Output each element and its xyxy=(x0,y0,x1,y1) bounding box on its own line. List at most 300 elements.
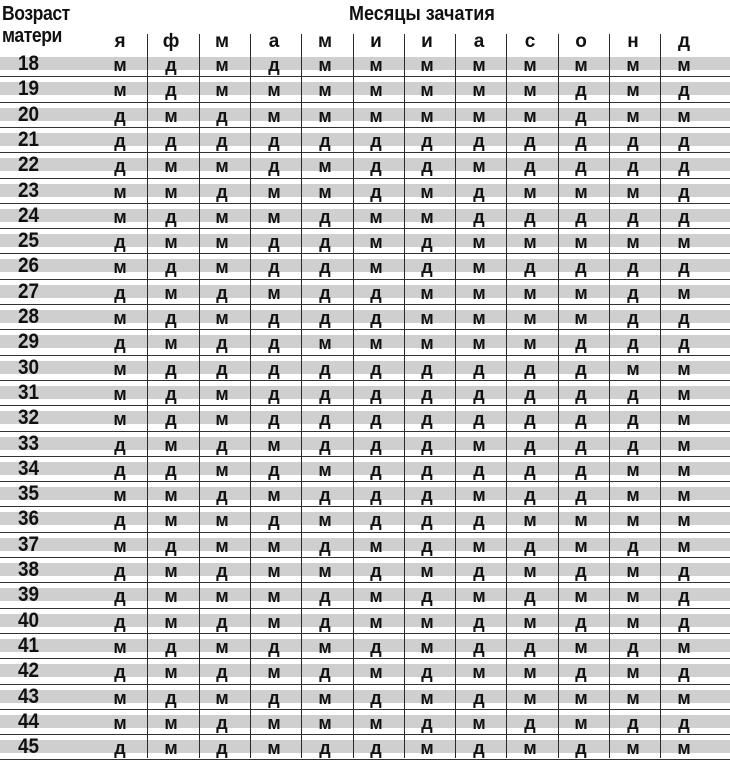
gender-cell: д xyxy=(524,257,536,278)
gender-cell: м xyxy=(164,434,178,455)
gender-cell: м xyxy=(369,80,383,101)
gender-cell: м xyxy=(318,80,332,101)
row-divider xyxy=(0,557,730,558)
month-header-cell: а xyxy=(268,31,280,52)
gender-cell: м xyxy=(215,636,229,657)
gender-cell: м xyxy=(164,662,178,683)
gender-cell: д xyxy=(627,434,639,455)
mother-age: 34 xyxy=(18,456,40,480)
gender-cell: м xyxy=(164,561,178,581)
gender-cell: м xyxy=(113,409,127,430)
row-divider xyxy=(0,355,730,356)
gender-cell: д xyxy=(678,712,690,733)
gender-cell: м xyxy=(113,485,127,506)
gender-cell: д xyxy=(421,358,433,379)
gender-cell: м xyxy=(267,712,281,733)
gender-cell: м xyxy=(113,358,127,379)
gender-cell: м xyxy=(472,712,486,733)
gender-cell: м xyxy=(113,712,127,733)
gender-cell: д xyxy=(370,282,382,303)
gender-cell: м xyxy=(318,459,332,480)
row-divider xyxy=(0,633,730,634)
gender-cell: д xyxy=(165,383,177,404)
gender-cell: д xyxy=(114,561,126,581)
gender-cell: д xyxy=(216,282,228,303)
mother-age: 25 xyxy=(18,229,40,253)
mother-age: 30 xyxy=(18,355,40,379)
gender-cell: м xyxy=(472,535,486,556)
gender-cell: м xyxy=(318,181,332,202)
gender-cell: м xyxy=(420,181,434,202)
gender-cell: м xyxy=(215,156,229,177)
gender-cell: м xyxy=(472,55,486,75)
gender-cell: д xyxy=(114,738,126,759)
gender-cell: д xyxy=(678,611,690,632)
gender-cell: м xyxy=(626,510,640,531)
gender-cell: м xyxy=(215,232,229,253)
gender-cell: д xyxy=(319,409,331,430)
gender-cell: д xyxy=(678,206,690,227)
gender-cell: д xyxy=(473,561,485,581)
gender-cell: д xyxy=(678,308,690,328)
gender-cell: д xyxy=(319,738,331,759)
row-divider xyxy=(0,405,730,406)
gender-cell: м xyxy=(626,687,640,708)
row-divider xyxy=(0,608,730,609)
gender-cell: м xyxy=(472,586,486,607)
mother-age: 23 xyxy=(18,178,40,202)
gender-cell: д xyxy=(421,459,433,480)
gender-cell: м xyxy=(164,712,178,733)
age-header-line1: Возраст xyxy=(2,3,70,25)
gender-cell: м xyxy=(215,308,229,328)
gender-cell: м xyxy=(626,55,640,75)
gender-cell: м xyxy=(215,206,229,227)
mother-age: 38 xyxy=(18,558,40,581)
gender-cell: д xyxy=(165,409,177,430)
gender-cell: д xyxy=(473,459,485,480)
gender-cell: д xyxy=(165,636,177,657)
gender-cell: д xyxy=(627,712,639,733)
gender-cell: м xyxy=(113,206,127,227)
gender-cell: м xyxy=(267,662,281,683)
month-header-cell: я xyxy=(114,31,126,52)
gender-cell: м xyxy=(420,105,434,126)
gender-cell: м xyxy=(677,409,691,430)
gender-cell: м xyxy=(113,257,127,278)
gender-cell: м xyxy=(677,459,691,480)
mother-age: 33 xyxy=(18,431,40,455)
gender-cell: д xyxy=(421,156,433,177)
gender-cell: д xyxy=(627,156,639,177)
gender-cell: м xyxy=(523,611,537,632)
month-header-cell: м xyxy=(317,31,333,52)
gender-cell: м xyxy=(318,333,332,354)
row-divider xyxy=(0,709,730,710)
gender-cell: д xyxy=(627,206,639,227)
gender-cell: м xyxy=(626,80,640,101)
row-divider xyxy=(0,380,730,381)
gender-cell: д xyxy=(678,80,690,101)
row-divider xyxy=(0,431,730,432)
gender-cell: м xyxy=(677,485,691,506)
gender-cell: д xyxy=(575,105,587,126)
mother-age: 19 xyxy=(18,77,40,101)
gender-cell: д xyxy=(421,535,433,556)
months-header: Месяцы зачатия xyxy=(349,3,495,25)
mother-age: 43 xyxy=(18,684,40,708)
gender-cell: д xyxy=(114,130,126,151)
mother-age: 40 xyxy=(18,608,40,632)
gender-cell: м xyxy=(369,55,383,75)
gender-cell: м xyxy=(472,308,486,328)
month-header-cell: и xyxy=(421,31,433,52)
gender-cell: д xyxy=(370,181,382,202)
gender-cell: м xyxy=(523,80,537,101)
gender-cell: м xyxy=(215,535,229,556)
month-header-cell: ф xyxy=(162,31,180,52)
gender-cell: м xyxy=(574,510,588,531)
gender-cell: м xyxy=(267,586,281,607)
gender-cell: д xyxy=(268,308,280,328)
gender-cell: м xyxy=(164,485,178,506)
gender-cell: д xyxy=(114,662,126,683)
gender-cell: м xyxy=(574,232,588,253)
row-divider xyxy=(0,456,730,457)
gender-cell: м xyxy=(369,611,383,632)
gender-cell: м xyxy=(472,333,486,354)
gender-cell: д xyxy=(678,257,690,278)
gender-cell: д xyxy=(114,282,126,303)
gender-cell: м xyxy=(267,105,281,126)
gender-cell: м xyxy=(472,156,486,177)
mother-age: 37 xyxy=(18,532,40,556)
gender-cell: м xyxy=(369,257,383,278)
gender-cell: м xyxy=(369,586,383,607)
gender-cell: д xyxy=(216,561,228,581)
gender-cell: д xyxy=(473,738,485,759)
gender-cell: м xyxy=(113,636,127,657)
gender-cell: д xyxy=(627,636,639,657)
gender-cell: м xyxy=(523,308,537,328)
gender-cell: д xyxy=(524,485,536,506)
gender-cell: м xyxy=(369,662,383,683)
gender-cell: д xyxy=(216,130,228,151)
gender-cell: д xyxy=(370,738,382,759)
gender-cell: д xyxy=(678,561,690,581)
month-header-cell: н xyxy=(627,31,639,52)
gender-cell: д xyxy=(678,586,690,607)
gender-cell: м xyxy=(472,662,486,683)
gender-cell: д xyxy=(421,485,433,506)
mother-age: 24 xyxy=(18,203,40,227)
gender-cell: д xyxy=(473,611,485,632)
gender-cell: м xyxy=(318,105,332,126)
gender-cell: м xyxy=(369,535,383,556)
gender-cell: м xyxy=(472,232,486,253)
gender-cell: м xyxy=(318,561,332,581)
gender-cell: м xyxy=(574,636,588,657)
gender-cell: м xyxy=(626,485,640,506)
gender-cell: д xyxy=(575,485,587,506)
gender-cell: д xyxy=(165,130,177,151)
row-divider xyxy=(0,532,730,533)
row-divider xyxy=(0,178,730,179)
mother-age: 31 xyxy=(18,380,40,404)
gender-cell: м xyxy=(523,687,537,708)
gender-cell: м xyxy=(369,333,383,354)
gender-cell: д xyxy=(575,434,587,455)
row-divider xyxy=(0,228,730,229)
gender-cell: д xyxy=(114,105,126,126)
gender-cell: д xyxy=(524,434,536,455)
gender-cell: д xyxy=(216,434,228,455)
gender-cell: м xyxy=(267,282,281,303)
gender-cell: д xyxy=(575,383,587,404)
mother-age: 44 xyxy=(18,709,40,733)
gender-cell: м xyxy=(420,206,434,227)
gender-cell: м xyxy=(164,510,178,531)
row-divider xyxy=(0,203,730,204)
row-divider xyxy=(0,582,730,583)
gender-cell: м xyxy=(523,181,537,202)
gender-cell: м xyxy=(626,611,640,632)
gender-cell: д xyxy=(319,434,331,455)
gender-cell: м xyxy=(267,206,281,227)
gender-cell: д xyxy=(216,358,228,379)
gender-cell: д xyxy=(575,358,587,379)
gender-cell: д xyxy=(268,409,280,430)
gender-cell: м xyxy=(626,181,640,202)
gender-cell: м xyxy=(523,510,537,531)
gender-cell: м xyxy=(472,257,486,278)
gender-cell: д xyxy=(627,409,639,430)
gender-cell: м xyxy=(215,383,229,404)
gender-cell: д xyxy=(575,409,587,430)
gender-cell: м xyxy=(626,662,640,683)
gender-cell: м xyxy=(523,561,537,581)
gender-cell: м xyxy=(574,282,588,303)
gender-cell: д xyxy=(114,459,126,480)
gender-cell: д xyxy=(319,535,331,556)
gender-cell: м xyxy=(472,282,486,303)
gender-cell: м xyxy=(677,687,691,708)
gender-cell: д xyxy=(216,181,228,202)
mother-age: 18 xyxy=(18,52,40,75)
mother-age: 20 xyxy=(18,102,40,126)
gender-cell: д xyxy=(524,409,536,430)
gender-cell: д xyxy=(524,636,536,657)
gender-cell: д xyxy=(678,662,690,683)
row-divider xyxy=(0,152,730,153)
gender-cell: м xyxy=(574,55,588,75)
gender-cell: м xyxy=(420,561,434,581)
gender-cell: м xyxy=(267,434,281,455)
gender-cell: д xyxy=(627,130,639,151)
gender-cell: д xyxy=(473,409,485,430)
gender-cell: д xyxy=(216,485,228,506)
gender-cell: д xyxy=(524,156,536,177)
gender-cell: д xyxy=(575,257,587,278)
gender-cell: д xyxy=(319,611,331,632)
gender-cell: м xyxy=(677,535,691,556)
gender-cell: м xyxy=(574,308,588,328)
gender-cell: м xyxy=(523,282,537,303)
gender-cell: д xyxy=(114,586,126,607)
gender-cell: м xyxy=(420,687,434,708)
month-header-cell: о xyxy=(575,31,587,52)
gender-cell: д xyxy=(524,712,536,733)
gender-cell: м xyxy=(420,611,434,632)
gender-cell: м xyxy=(420,282,434,303)
gender-cell: м xyxy=(113,55,127,75)
gender-cell: д xyxy=(524,358,536,379)
month-header-cell: с xyxy=(524,31,536,52)
gender-cell: м xyxy=(164,611,178,632)
gender-cell: д xyxy=(370,308,382,328)
gender-cell: м xyxy=(215,409,229,430)
row-divider xyxy=(0,102,730,103)
mother-age: 41 xyxy=(18,633,40,657)
gender-cell: м xyxy=(369,712,383,733)
gender-cell: д xyxy=(165,358,177,379)
gender-cell: м xyxy=(215,586,229,607)
gender-cell: м xyxy=(369,232,383,253)
gender-cell: д xyxy=(370,358,382,379)
gender-cell: д xyxy=(165,459,177,480)
gender-cell: д xyxy=(319,206,331,227)
mother-age: 36 xyxy=(18,507,40,531)
gender-cell: м xyxy=(318,712,332,733)
gender-cell: д xyxy=(319,232,331,253)
gender-cell: д xyxy=(421,257,433,278)
gender-cell: м xyxy=(677,358,691,379)
gender-cell: д xyxy=(319,308,331,328)
month-header-cell: а xyxy=(473,31,485,52)
gender-cell: м xyxy=(677,510,691,531)
month-header-cell: м xyxy=(214,31,230,52)
gender-cell: д xyxy=(114,434,126,455)
gender-cell: м xyxy=(164,232,178,253)
gender-cell: м xyxy=(523,105,537,126)
gender-cell: д xyxy=(319,662,331,683)
gender-cell: м xyxy=(369,105,383,126)
gender-cell: м xyxy=(369,206,383,227)
mother-age: 28 xyxy=(18,305,40,328)
gender-cell: д xyxy=(216,611,228,632)
gender-cell: д xyxy=(575,206,587,227)
gender-cell: д xyxy=(165,308,177,328)
gender-cell: д xyxy=(268,156,280,177)
gender-cell: м xyxy=(574,535,588,556)
gender-cell: м xyxy=(113,80,127,101)
gender-cell: м xyxy=(267,561,281,581)
gender-cell: д xyxy=(370,561,382,581)
mother-age: 29 xyxy=(18,330,40,354)
gender-cell: м xyxy=(523,333,537,354)
gender-cell: м xyxy=(215,257,229,278)
gender-cell: м xyxy=(420,80,434,101)
mother-age: 22 xyxy=(18,153,40,177)
gender-cell: д xyxy=(370,409,382,430)
gender-cell: д xyxy=(370,130,382,151)
gender-cell: м xyxy=(318,156,332,177)
gender-cell: м xyxy=(113,687,127,708)
row-divider xyxy=(0,684,730,685)
gender-cell: м xyxy=(164,105,178,126)
row-divider xyxy=(0,329,730,330)
gender-cell: м xyxy=(677,434,691,455)
gender-cell: д xyxy=(370,687,382,708)
mother-age: 21 xyxy=(18,127,40,151)
gender-cell: м xyxy=(677,738,691,759)
gender-cell: д xyxy=(421,662,433,683)
month-header-cell: и xyxy=(370,31,382,52)
gender-cell: д xyxy=(473,181,485,202)
gender-cell: д xyxy=(268,232,280,253)
row-divider xyxy=(0,253,730,254)
gender-cell: м xyxy=(523,662,537,683)
gender-cell: д xyxy=(268,333,280,354)
gender-cell: м xyxy=(318,636,332,657)
mother-age: 27 xyxy=(18,279,40,303)
gender-cell: д xyxy=(268,257,280,278)
gender-cell: д xyxy=(216,333,228,354)
gender-cell: м xyxy=(523,55,537,75)
gender-cell: д xyxy=(319,130,331,151)
mother-age: 39 xyxy=(18,583,40,607)
gender-cell: д xyxy=(165,55,177,75)
gender-cell: м xyxy=(472,485,486,506)
gender-cell: д xyxy=(268,687,280,708)
gender-cell: м xyxy=(677,636,691,657)
gender-cell: д xyxy=(575,738,587,759)
gender-cell: д xyxy=(421,383,433,404)
gender-cell: д xyxy=(268,459,280,480)
gender-cell: д xyxy=(114,232,126,253)
gender-cell: м xyxy=(677,55,691,75)
gender-cell: м xyxy=(267,535,281,556)
gender-cell: д xyxy=(319,485,331,506)
gender-cell: м xyxy=(420,333,434,354)
gender-cell: д xyxy=(473,510,485,531)
gender-cell: м xyxy=(267,80,281,101)
gender-cell: д xyxy=(421,130,433,151)
gender-cell: д xyxy=(627,383,639,404)
gender-cell: д xyxy=(165,206,177,227)
gender-cell: м xyxy=(626,561,640,581)
row-divider xyxy=(0,76,730,77)
gender-cell: д xyxy=(627,535,639,556)
gender-cell: м xyxy=(164,586,178,607)
gender-cell: м xyxy=(164,156,178,177)
gender-cell: м xyxy=(267,611,281,632)
gender-cell: д xyxy=(319,282,331,303)
gender-cell: м xyxy=(215,459,229,480)
gender-cell: д xyxy=(473,358,485,379)
gender-cell: м xyxy=(164,738,178,759)
gender-cell: д xyxy=(421,712,433,733)
mother-age: 32 xyxy=(18,406,40,430)
gender-cell: д xyxy=(370,510,382,531)
gender-cell: м xyxy=(574,586,588,607)
gender-cell: м xyxy=(626,738,640,759)
gender-cell: д xyxy=(114,510,126,531)
gender-cell: д xyxy=(370,383,382,404)
gender-cell: д xyxy=(575,80,587,101)
gender-cell: д xyxy=(114,611,126,632)
gender-cell: д xyxy=(524,383,536,404)
